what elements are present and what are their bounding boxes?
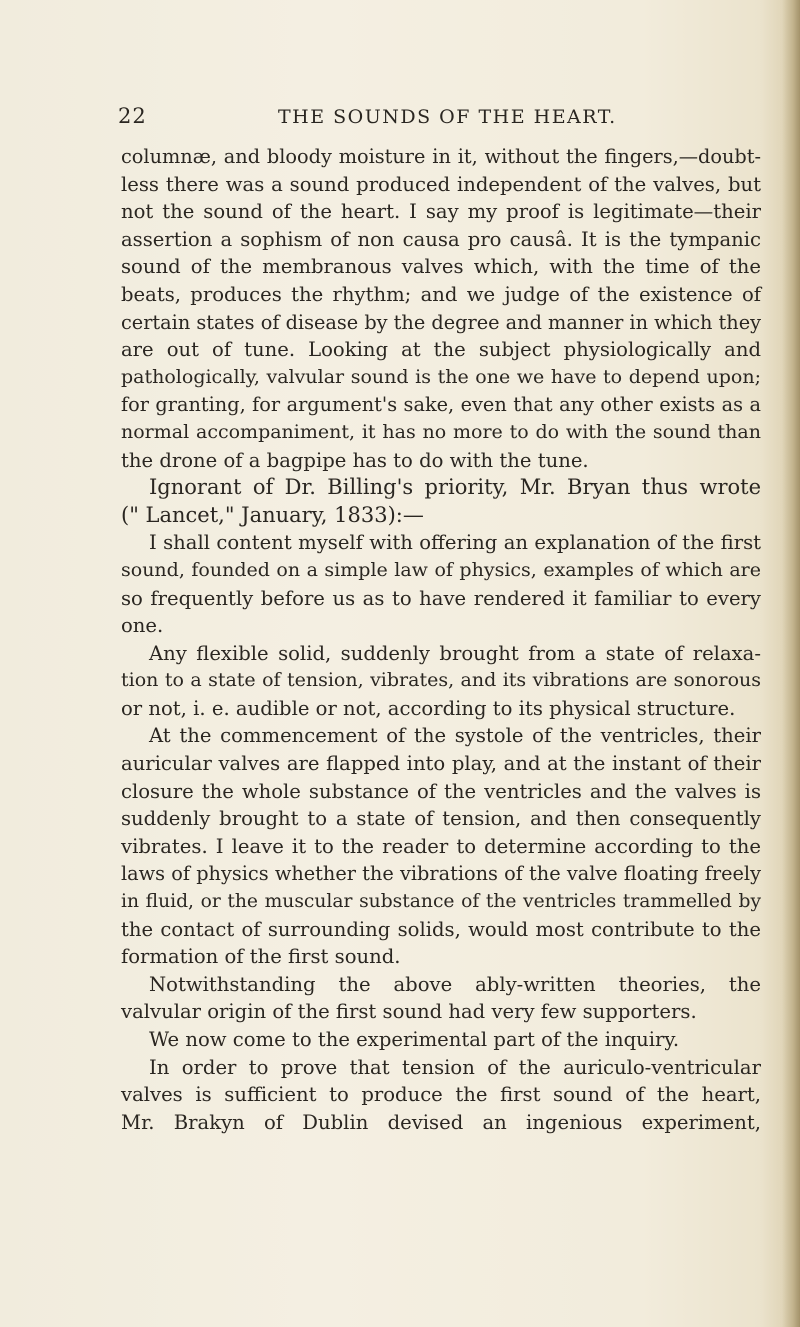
text-line: in fluid, or the muscular substance of the ventricles trammelled by	[121, 891, 761, 913]
text-line: one.	[121, 614, 164, 638]
text-line: for granting, for argument's sake, even that any other exists as a	[121, 393, 761, 417]
text-line: suddenly brought to a state of tension, and then consequently	[121, 807, 761, 831]
text-line: laws of physics whether the vibrations of the valve floating freely	[121, 862, 761, 886]
page-header	[118, 104, 758, 134]
text-line: the drone of a bagpipe has to do with the tune.	[121, 448, 589, 472]
text-line: formation of the first sound.	[121, 945, 401, 969]
text-line: Any flexible solid, suddenly brought from a state of relaxa-	[149, 641, 761, 665]
text-line: normal accompaniment, it has no more to do with the sound than	[121, 420, 761, 443]
text-line: beats, produces the rhythm; and we judge of the existence of	[121, 282, 761, 306]
page-edge-shadow	[782, 0, 800, 1327]
text-line: sound of the membranous valves which, with the time of the	[121, 255, 761, 279]
text-line: Ignorant of Dr. Billing's priority, Mr. Bryan thus wrote	[149, 475, 761, 500]
text-line: Mr. Brakyn of Dublin devised an ingenious experiment,	[121, 1110, 761, 1134]
text-line: pathologically, valvular sound is the one we have to depend upon;	[121, 365, 761, 388]
text-line: assertion a sophism of non causa pro causâ. It is the tympanic	[121, 227, 761, 251]
text-line: or not, i. e. audible or not, according to its physical structure.	[121, 696, 736, 720]
text-line: sound, founded on a simple law of physics, examples of which are	[121, 558, 761, 581]
text-line: are out of tune. Looking at the subject physiologically and	[121, 338, 761, 362]
running-head: THE SOUNDS OF THE HEART.	[278, 106, 617, 128]
text-line: We now come to the experimental part of the inquiry.	[149, 1028, 680, 1051]
text-line: In order to prove that tension of the auriculo-ventricular	[149, 1055, 761, 1079]
text-line: valves is sufficient to produce the first sound of the heart,	[121, 1083, 761, 1107]
text-line: tion to a state of tension, vibrates, and its vibrations are sonorous	[121, 669, 761, 692]
text-line: auricular valves are flapped into play, and at the instant of their	[121, 752, 761, 776]
text-line: columnæ, and bloody moisture in it, without the fingers,—doubt-	[121, 145, 761, 168]
text-line: the contact of surrounding solids, would most contribute to the	[121, 917, 761, 941]
text-line: less there was a sound produced independent of the valves, but	[121, 172, 761, 196]
text-line: I shall content myself with offering an explanation of the first	[149, 531, 761, 555]
text-line: valvular origin of the first sound had very few supporters.	[121, 1000, 697, 1024]
text-line: closure the whole substance of the ventricles and the valves is	[121, 779, 761, 803]
text-line: vibrates. I leave it to the reader to determine according to the	[121, 834, 761, 858]
page-number: 22	[118, 104, 147, 128]
text-line: certain states of disease by the degree and manner in which they	[121, 310, 762, 334]
text-line: Notwithstanding the above ably-written theories, the	[149, 972, 761, 996]
text-line: (" Lancet," January, 1833):—	[121, 502, 424, 527]
body-text	[121, 143, 761, 1136]
text-line: so frequently before us as to have rendered it familiar to every	[121, 586, 761, 610]
text-line: At the commencement of the systole of the ventricles, their	[149, 724, 761, 748]
text-line: not the sound of the heart. I say my proof is legitimate—their	[121, 200, 761, 224]
